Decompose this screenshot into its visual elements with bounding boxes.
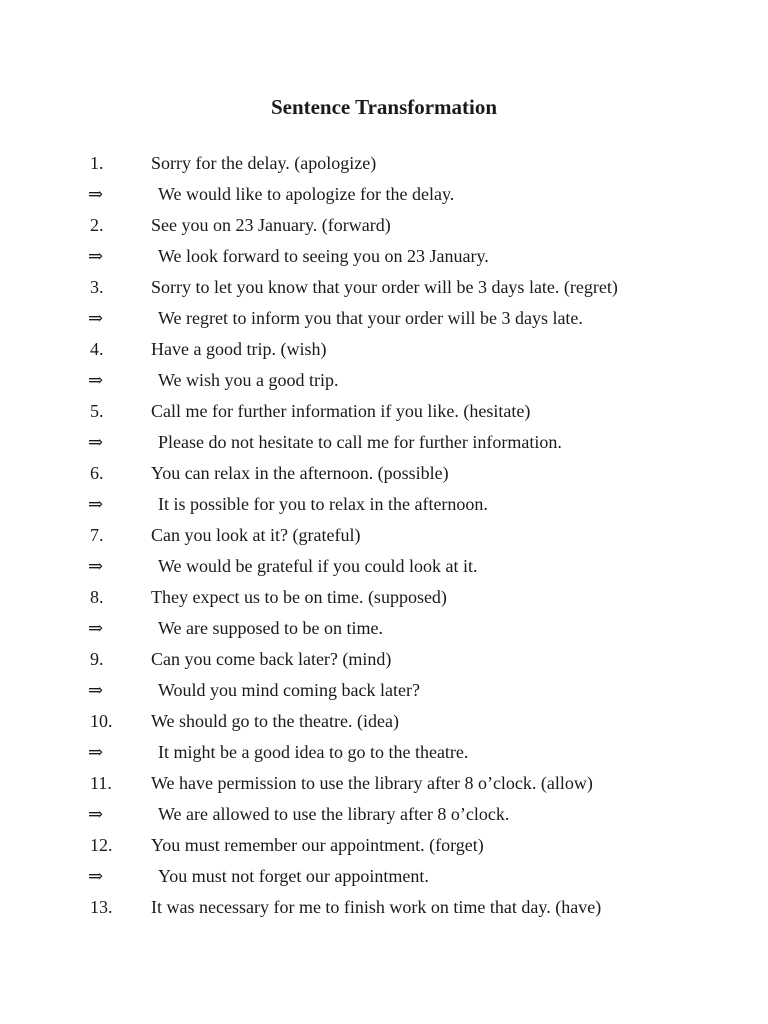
exercise-prompt-row [0, 334, 768, 365]
double-arrow-icon: ⇒ [88, 184, 104, 205]
exercise-prompt-row [0, 768, 768, 799]
exercise-prompt: Call me for further information if you like. (hesitate) [151, 401, 531, 421]
exercise-prompt: Sorry to let you know that your order will be 3 days late. (regret) [151, 277, 618, 297]
item-number: 1. [90, 153, 104, 173]
exercise-answer-row [0, 799, 768, 830]
exercise-answer-row [0, 179, 768, 210]
exercise-answer-row [0, 365, 768, 396]
exercise-answer: You must not forget our appointment. [158, 866, 429, 886]
double-arrow-icon: ⇒ [88, 618, 104, 639]
double-arrow-icon: ⇒ [88, 804, 104, 825]
double-arrow-icon: ⇒ [88, 246, 104, 267]
exercise-answer-row [0, 241, 768, 272]
double-arrow-icon: ⇒ [88, 494, 104, 515]
exercise-answer: It is possible for you to relax in the afternoon. [158, 494, 488, 514]
exercise-prompt: We have permission to use the library after 8 o’clock. (allow) [151, 773, 593, 793]
exercise-answer-row [0, 861, 768, 892]
exercise-answer-row [0, 737, 768, 768]
item-number: 11. [90, 773, 112, 793]
exercise-prompt: You must remember our appointment. (forget) [151, 835, 484, 855]
exercise-prompt: See you on 23 January. (forward) [151, 215, 391, 235]
exercise-prompt: You can relax in the afternoon. (possible) [151, 463, 449, 483]
exercise-list [0, 148, 768, 923]
exercise-prompt-row [0, 892, 768, 923]
exercise-answer: We regret to inform you that your order will be 3 days late. [158, 308, 583, 328]
exercise-prompt-row [0, 830, 768, 861]
exercise-answer-row [0, 675, 768, 706]
exercise-answer: Please do not hesitate to call me for further information. [158, 432, 562, 452]
exercise-prompt-row [0, 272, 768, 303]
exercise-answer-row [0, 303, 768, 334]
item-number: 9. [90, 649, 104, 669]
item-number: 12. [90, 835, 113, 855]
exercise-answer: We look forward to seeing you on 23 January. [158, 246, 489, 266]
exercise-answer-row [0, 489, 768, 520]
item-number: 6. [90, 463, 104, 483]
item-number: 10. [90, 711, 113, 731]
item-number: 3. [90, 277, 104, 297]
exercise-prompt-row [0, 706, 768, 737]
exercise-prompt-row [0, 582, 768, 613]
exercise-answer: We wish you a good trip. [158, 370, 339, 390]
exercise-prompt-row [0, 644, 768, 675]
item-number: 7. [90, 525, 104, 545]
double-arrow-icon: ⇒ [88, 680, 104, 701]
exercise-prompt: They expect us to be on time. (supposed) [151, 587, 447, 607]
exercise-prompt: It was necessary for me to finish work on time that day. (have) [151, 897, 602, 917]
page-title: Sentence Transformation [270, 95, 498, 119]
exercise-prompt-row [0, 520, 768, 551]
item-number: 2. [90, 215, 104, 235]
double-arrow-icon: ⇒ [88, 866, 104, 887]
exercise-prompt-row [0, 148, 768, 179]
exercise-answer: We are allowed to use the library after 8 o’clock. [158, 804, 510, 824]
double-arrow-icon: ⇒ [88, 742, 104, 763]
item-number: 8. [90, 587, 104, 607]
exercise-prompt-row [0, 210, 768, 241]
exercise-prompt: Have a good trip. (wish) [151, 339, 327, 359]
exercise-prompt: Can you come back later? (mind) [151, 649, 392, 669]
exercise-answer-row [0, 427, 768, 458]
item-number: 5. [90, 401, 104, 421]
exercise-answer-row [0, 613, 768, 644]
exercise-prompt: We should go to the theatre. (idea) [151, 711, 399, 731]
exercise-answer: We are supposed to be on time. [158, 618, 383, 638]
exercise-prompt: Can you look at it? (grateful) [151, 525, 361, 545]
exercise-answer-row [0, 551, 768, 582]
double-arrow-icon: ⇒ [88, 308, 104, 329]
item-number: 4. [90, 339, 104, 359]
exercise-prompt-row [0, 458, 768, 489]
double-arrow-icon: ⇒ [88, 432, 104, 453]
item-number: 13. [90, 897, 113, 917]
exercise-prompt-row [0, 396, 768, 427]
double-arrow-icon: ⇒ [88, 370, 104, 391]
exercise-answer: It might be a good idea to go to the theatre. [158, 742, 469, 762]
exercise-prompt: Sorry for the delay. (apologize) [151, 153, 377, 173]
exercise-answer: Would you mind coming back later? [158, 680, 420, 700]
double-arrow-icon: ⇒ [88, 556, 104, 577]
exercise-answer: We would like to apologize for the delay. [158, 184, 455, 204]
exercise-answer: We would be grateful if you could look at it. [158, 556, 478, 576]
